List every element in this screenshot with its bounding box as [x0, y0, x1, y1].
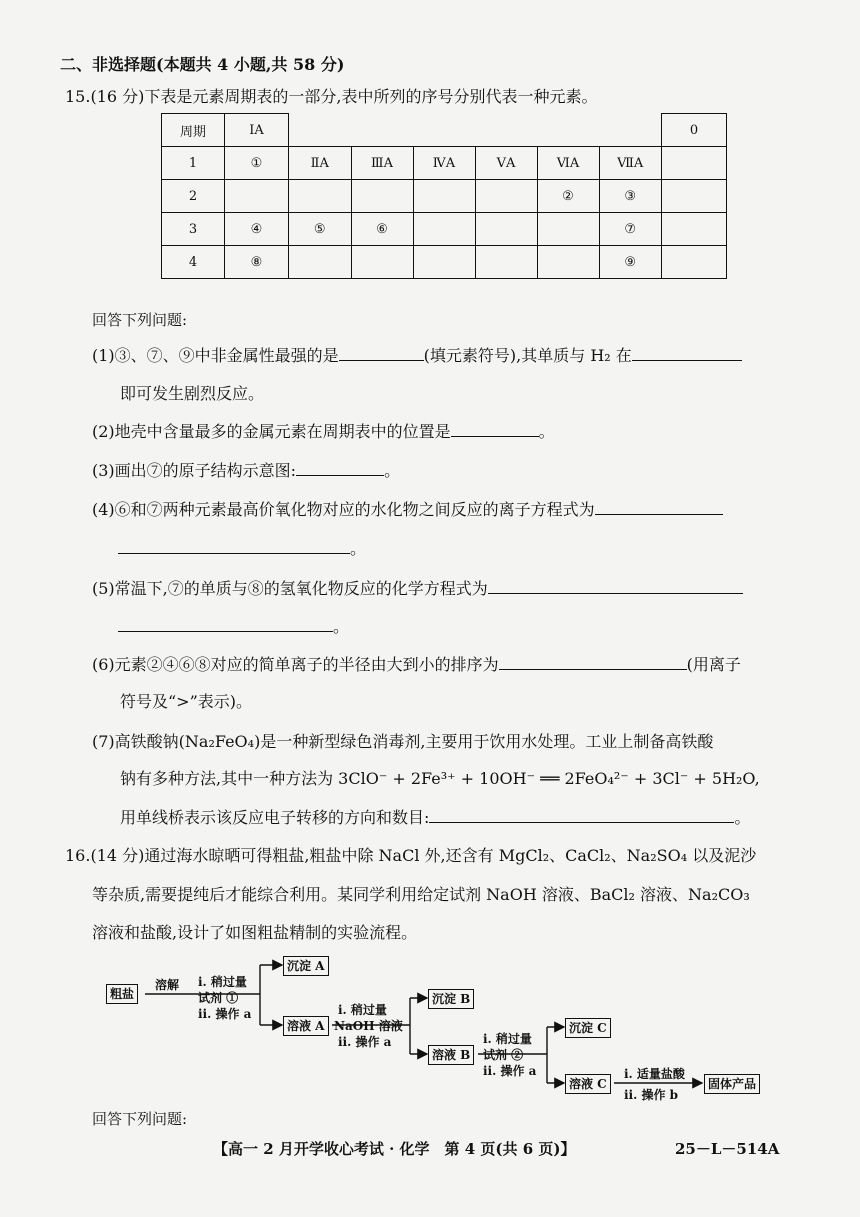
- answer-blank[interactable]: [339, 346, 424, 361]
- table-cell: [351, 246, 413, 279]
- table-cell: 2: [162, 180, 225, 213]
- sub-question-7-equation: 钠有多种方法,其中一种方法为 3ClO⁻ + 2Fe³⁺ + 10OH⁻ ══ 2FeO₄²⁻ + 3Cl⁻ + 5H₂O,: [120, 769, 760, 788]
- paper-code: 25－L－514A: [675, 1140, 780, 1158]
- purification-flowchart: [100, 945, 800, 1105]
- sub-question-2: (2)地壳中含量最多的金属元素在周期表中的位置是 。: [92, 422, 555, 441]
- table-row: [162, 147, 727, 180]
- step3-label-i: ⅰ. 稍过量: [483, 1032, 532, 1046]
- table-cell: ⅡA: [289, 147, 352, 180]
- periodic-table: [161, 113, 727, 279]
- precipitate-a-box: 沉淀 A: [283, 956, 329, 976]
- table-cell: [537, 213, 599, 246]
- answer-blank[interactable]: [118, 617, 333, 632]
- answer-blank[interactable]: [632, 346, 742, 361]
- precipitate-b-box: 沉淀 B: [428, 989, 474, 1009]
- sub-question-6-cont: 符号及“>”表示)。: [120, 692, 253, 711]
- section-heading: 二、非选择题(本题共 4 小题,共 58 分): [60, 55, 345, 74]
- table-row: [162, 213, 727, 246]
- table-cell: [351, 180, 413, 213]
- answer-prompt-16: 回答下列问题:: [92, 1110, 188, 1128]
- table-cell: ⅦA: [599, 147, 662, 180]
- table-cell: ⅠA: [225, 114, 289, 147]
- table-cell: [289, 180, 352, 213]
- table-cell: ②: [537, 180, 599, 213]
- step1-label-ii: ⅱ. 操作 a: [198, 1007, 252, 1021]
- question-16-line3: 溶液和盐酸,设计了如图粗盐精制的实验流程。: [92, 923, 418, 942]
- step4-label-i: ⅰ. 适量盐酸: [624, 1067, 685, 1081]
- table-cell: [475, 213, 537, 246]
- sub-question-5-cont: 。: [118, 614, 349, 637]
- table-cell: [662, 213, 727, 246]
- table-cell: [475, 246, 537, 279]
- table-cell: [413, 246, 475, 279]
- dissolve-label: 溶解: [155, 978, 180, 992]
- table-cell: 0: [662, 114, 727, 147]
- step2-label-i: ⅰ. 稍过量: [338, 1003, 387, 1017]
- question-16-line2: 等杂质,需要提纯后才能综合利用。某同学利用给定试剂 NaOH 溶液、BaCl₂ 溶液、Na₂CO₃: [92, 885, 750, 904]
- answer-blank[interactable]: [488, 579, 743, 594]
- solution-b-box: 溶液 B: [428, 1045, 474, 1065]
- crude-salt-box: 粗盐: [106, 984, 138, 1004]
- solution-c-box: 溶液 C: [565, 1074, 611, 1094]
- table-cell: ⅥA: [537, 147, 599, 180]
- flowchart-arrows: [100, 945, 800, 1105]
- table-cell: [413, 180, 475, 213]
- table-cell: ⅣA: [413, 147, 475, 180]
- sub-question-5: (5)常温下,⑦的单质与⑧的氢氧化物反应的化学方程式为: [92, 576, 743, 599]
- table-cell: ⑥: [351, 213, 413, 246]
- answer-prompt: 回答下列问题:: [92, 311, 188, 329]
- page-footer: 【高一 2 月开学收心考试 · 化学 第 4 页(共 6 页)】: [213, 1140, 576, 1158]
- sub-question-1-cont: 即可发生剧烈反应。: [120, 384, 265, 403]
- table-cell: ⑧: [225, 246, 289, 279]
- sub-question-7: (7)高铁酸钠(Na₂FeO₄)是一种新型绿色消毒剂,主要用于饮用水处理。工业上制备高铁酸: [92, 732, 714, 751]
- answer-blank[interactable]: [429, 808, 734, 823]
- table-cell: ⑨: [599, 246, 662, 279]
- question-16-intro: 16.(14 分)通过海水晾晒可得粗盐,粗盐中除 NaCl 外,还含有 MgCl₂、CaCl₂、Na₂SO₄ 以及泥沙: [65, 846, 757, 865]
- table-cell: 4: [162, 246, 225, 279]
- step4-label-ii: ⅱ. 操作 b: [624, 1088, 679, 1102]
- step1-label-i: ⅰ. 稍过量: [198, 975, 247, 989]
- answer-blank[interactable]: [595, 500, 723, 515]
- sub-question-7-cont: 用单线桥表示该反应电子转移的方向和数目: 。: [120, 808, 751, 827]
- sub-question-1: (1)③、⑦、⑨中非金属性最强的是 (填元素符号),其单质与 H₂ 在: [92, 343, 742, 366]
- table-row: [162, 246, 727, 279]
- step3-reagent: 试剂 ②: [483, 1048, 524, 1062]
- sub-question-6: (6)元素②④⑥⑧对应的简单离子的半径由大到小的排序为 (用离子: [92, 655, 741, 674]
- table-row: [162, 180, 727, 213]
- table-cell: ⅤA: [475, 147, 537, 180]
- step1-reagent: 试剂 ①: [198, 991, 239, 1005]
- table-header-row: [162, 114, 727, 147]
- answer-blank[interactable]: [451, 422, 539, 437]
- step2-reagent: NaOH 溶液: [334, 1019, 403, 1033]
- solution-a-box: 溶液 A: [283, 1016, 329, 1036]
- table-cell: ④: [225, 213, 289, 246]
- sub-question-4-cont: 。: [118, 536, 366, 559]
- answer-blank[interactable]: [499, 655, 687, 670]
- table-cell: 周期: [162, 114, 225, 147]
- table-cell: ③: [599, 180, 662, 213]
- table-cell: [475, 180, 537, 213]
- step2-label-ii: ⅱ. 操作 a: [338, 1035, 392, 1049]
- step3-label-ii: ⅱ. 操作 a: [483, 1064, 537, 1078]
- table-cell: [225, 180, 289, 213]
- table-cell: 3: [162, 213, 225, 246]
- table-cell: [662, 246, 727, 279]
- table-cell: [662, 147, 727, 180]
- question-15-intro: 15.(16 分)下表是元素周期表的一部分,表中所列的序号分别代表一种元素。: [65, 87, 598, 106]
- table-cell: ⅢA: [351, 147, 413, 180]
- sub-question-3: (3)画出⑦的原子结构示意图: 。: [92, 461, 401, 480]
- table-cell: ①: [225, 147, 289, 180]
- table-cell: [289, 246, 352, 279]
- table-cell: [537, 246, 599, 279]
- sub-question-4: (4)⑥和⑦两种元素最高价氧化物对应的水化物之间反应的离子方程式为: [92, 497, 723, 520]
- table-cell: ⑦: [599, 213, 662, 246]
- table-cell: ⑤: [289, 213, 352, 246]
- solid-product-box: 固体产品: [704, 1074, 760, 1094]
- precipitate-c-box: 沉淀 C: [565, 1018, 611, 1038]
- answer-blank[interactable]: [118, 539, 350, 554]
- table-cell: [662, 180, 727, 213]
- table-cell: 1: [162, 147, 225, 180]
- answer-blank[interactable]: [296, 461, 384, 476]
- table-cell: [413, 213, 475, 246]
